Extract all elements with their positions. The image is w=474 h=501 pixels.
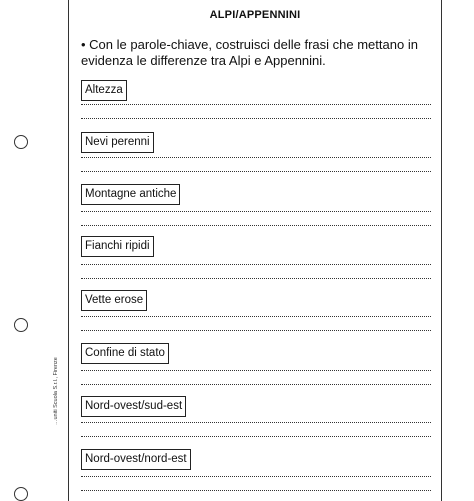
writing-line[interactable] bbox=[81, 104, 431, 105]
keyword-box-vette-erose: Vette erose bbox=[81, 290, 147, 311]
writing-line[interactable] bbox=[81, 118, 431, 119]
keyword-box-nord-ovest-nord-est: Nord-ovest/nord-est bbox=[81, 449, 191, 470]
writing-line[interactable] bbox=[81, 157, 431, 158]
writing-line[interactable] bbox=[81, 171, 431, 172]
binder-hole-top bbox=[14, 135, 28, 149]
keyword-box-nord-ovest-sud-est: Nord-ovest/sud-est bbox=[81, 396, 186, 417]
writing-line[interactable] bbox=[81, 225, 431, 226]
writing-line[interactable] bbox=[81, 211, 431, 212]
keyword-box-fianchi-ripidi: Fianchi ripidi bbox=[81, 236, 154, 257]
writing-line[interactable] bbox=[81, 476, 431, 477]
keyword-box-altezza: Altezza bbox=[81, 80, 127, 101]
keyword-box-nevi-perenni: Nevi perenni bbox=[81, 132, 154, 153]
instruction-text: • Con le parole-chiave, costruisci delle frasi che mettano in evidenza le differenze tra Alpi e Appennini. bbox=[81, 37, 418, 68]
writing-line[interactable] bbox=[81, 316, 431, 317]
keyword-box-montagne-antiche: Montagne antiche bbox=[81, 184, 180, 205]
writing-line[interactable] bbox=[81, 278, 431, 279]
worksheet-title: ALPI/APPENNINI bbox=[209, 9, 301, 21]
writing-line[interactable] bbox=[81, 330, 431, 331]
writing-line[interactable] bbox=[81, 370, 431, 371]
writing-line[interactable] bbox=[81, 436, 431, 437]
writing-line[interactable] bbox=[81, 422, 431, 423]
binder-hole-middle bbox=[14, 318, 28, 332]
publisher-credit: …uniti Scuola S.r.l., Firenze bbox=[53, 357, 59, 425]
binder-hole-bottom bbox=[14, 487, 28, 501]
writing-line[interactable] bbox=[81, 384, 431, 385]
worksheet-frame bbox=[68, 0, 442, 501]
keyword-box-confine-di-stato: Confine di stato bbox=[81, 343, 169, 364]
writing-line[interactable] bbox=[81, 264, 431, 265]
writing-line[interactable] bbox=[81, 490, 431, 491]
